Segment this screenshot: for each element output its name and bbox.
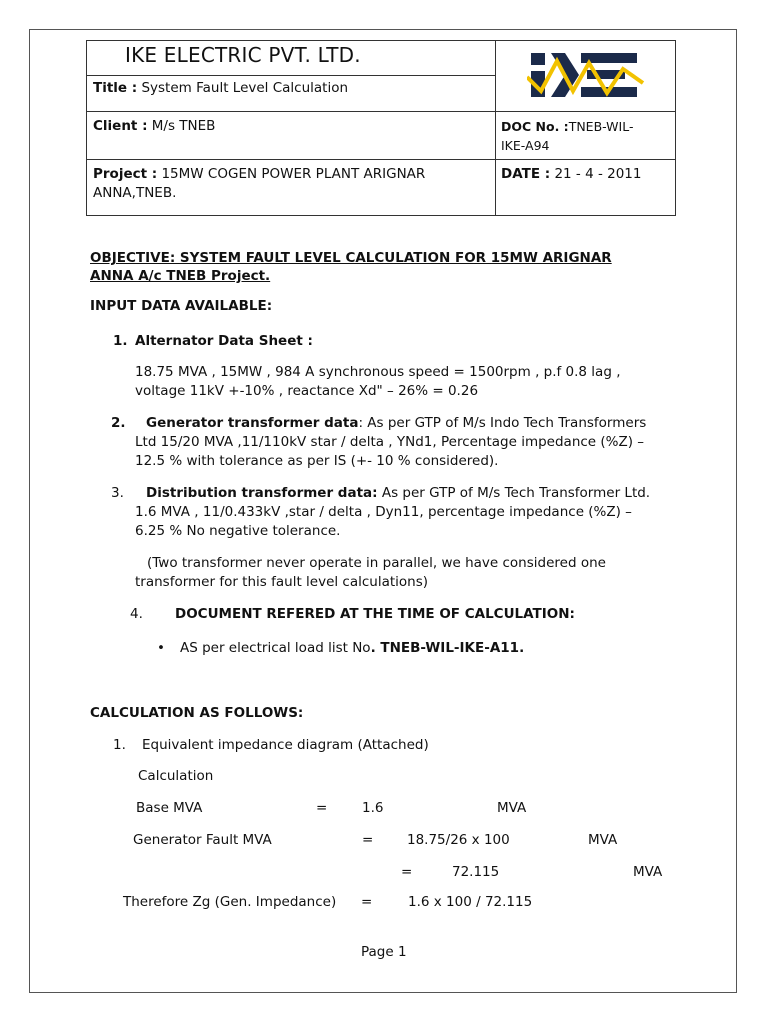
company-name: IKE ELECTRIC PVT. LTD. [125, 43, 361, 67]
page-number: Page 1 [361, 944, 407, 960]
item-1-title: Alternator Data Sheet : [135, 333, 313, 349]
table-divider [87, 111, 675, 112]
zg-value: 1.6 x 100 / 72.115 [408, 894, 533, 910]
date-cell [501, 165, 641, 183]
result-unit: MVA [633, 864, 663, 880]
item-2-line-1: : As per GTP of M/s Indo Tech Transformers [358, 415, 647, 431]
item-3-line-1: As per GTP of M/s Tech Transformer Ltd. [377, 485, 651, 501]
objective-line-1: OBJECTIVE: SYSTEM FAULT LEVEL CALCULATION FOR 15MW ARIGNAR [90, 250, 612, 266]
bullet-ref: . TNEB-WIL-IKE-A11. [370, 640, 525, 656]
item-3-first-line [146, 484, 650, 502]
item-3-line-3: 6.25 % No negative tolerance. [135, 523, 341, 539]
item-2-title: Generator transformer data [146, 415, 359, 431]
calc-step-number: 1. [113, 737, 126, 753]
item-1-number: 1. [113, 333, 128, 349]
item-2-number: 2. [111, 415, 126, 431]
client-value: M/s TNEB [151, 118, 216, 134]
item-1-line-2: voltage 11kV +-10% , reactance Xd" – 26% = 0.26 [135, 383, 479, 399]
table-divider [87, 75, 495, 76]
project-value-1: 15MW COGEN POWER PLANT ARIGNAR [161, 166, 426, 182]
client-label: Client : [93, 118, 148, 134]
ike-logo-icon [527, 47, 647, 105]
base-mva-label: Base MVA [136, 800, 203, 816]
date-value: 21 - 4 - 2011 [554, 166, 642, 182]
item-1-line-1: 18.75 MVA , 15MW , 984 A synchronous speed = 1500rpm , p.f 0.8 lag , [135, 364, 621, 380]
project-value-2: ANNA,TNEB. [93, 185, 177, 201]
title-value: System Fault Level Calculation [141, 80, 349, 96]
item-2-first-line [146, 414, 646, 432]
project-cell [93, 165, 425, 203]
doc-value-1: TNEB-WIL- [568, 119, 634, 134]
gen-fault-unit: MVA [588, 832, 618, 848]
doc-label: DOC No. : [501, 119, 569, 134]
gen-fault-label: Generator Fault MVA [133, 832, 272, 848]
item-2-line-3: 12.5 % with tolerance as per IS (+- 10 % considered). [135, 453, 499, 469]
note-line-1: (Two transformer never operate in parallel, we have considered one [147, 555, 606, 571]
zg-label: Therefore Zg (Gen. Impedance) [123, 894, 337, 910]
title-cell [93, 79, 348, 97]
doc-cell [501, 117, 633, 155]
item-2-line-2: Ltd 15/20 MVA ,11/110kV star / delta , YNd1, Percentage impedance (%Z) – [135, 434, 645, 450]
date-label: DATE : [501, 166, 551, 182]
note-line-2: transformer for this fault level calculations) [135, 574, 429, 590]
table-divider [87, 159, 675, 160]
bullet-icon: • [157, 640, 165, 656]
item-3-number: 3. [111, 485, 124, 501]
calc-step-text: Equivalent impedance diagram (Attached) [142, 737, 429, 753]
result-equals: = [401, 864, 413, 880]
item-4-number: 4. [130, 606, 143, 622]
base-mva-unit: MVA [497, 800, 527, 816]
header-table [86, 40, 676, 216]
calc-heading: CALCULATION AS FOLLOWS: [90, 705, 304, 721]
base-mva-equals: = [316, 800, 328, 816]
base-mva-value: 1.6 [362, 800, 384, 816]
bullet-item [180, 639, 524, 657]
project-label: Project : [93, 166, 158, 182]
item-3-line-2: 1.6 MVA , 11/0.433kV ,star / delta , Dyn11, percentage impedance (%Z) – [135, 504, 632, 520]
gen-fault-value: 18.75/26 x 100 [407, 832, 510, 848]
gen-fault-equals: = [362, 832, 374, 848]
zg-equals: = [361, 894, 373, 910]
item-4-title: DOCUMENT REFERED AT THE TIME OF CALCULATION: [175, 606, 575, 622]
bullet-text: AS per electrical load list No [180, 640, 371, 656]
company-logo [527, 47, 647, 105]
result-value: 72.115 [452, 864, 500, 880]
client-cell [93, 117, 215, 135]
title-label: Title : [93, 80, 138, 96]
input-heading: INPUT DATA AVAILABLE: [90, 298, 273, 314]
table-divider [495, 41, 496, 215]
objective-line-2: ANNA A/c TNEB Project. [90, 268, 271, 284]
doc-value-2: IKE-A94 [501, 138, 550, 153]
item-3-title: Distribution transformer data: [146, 485, 378, 501]
calc-subheading: Calculation [138, 768, 214, 784]
